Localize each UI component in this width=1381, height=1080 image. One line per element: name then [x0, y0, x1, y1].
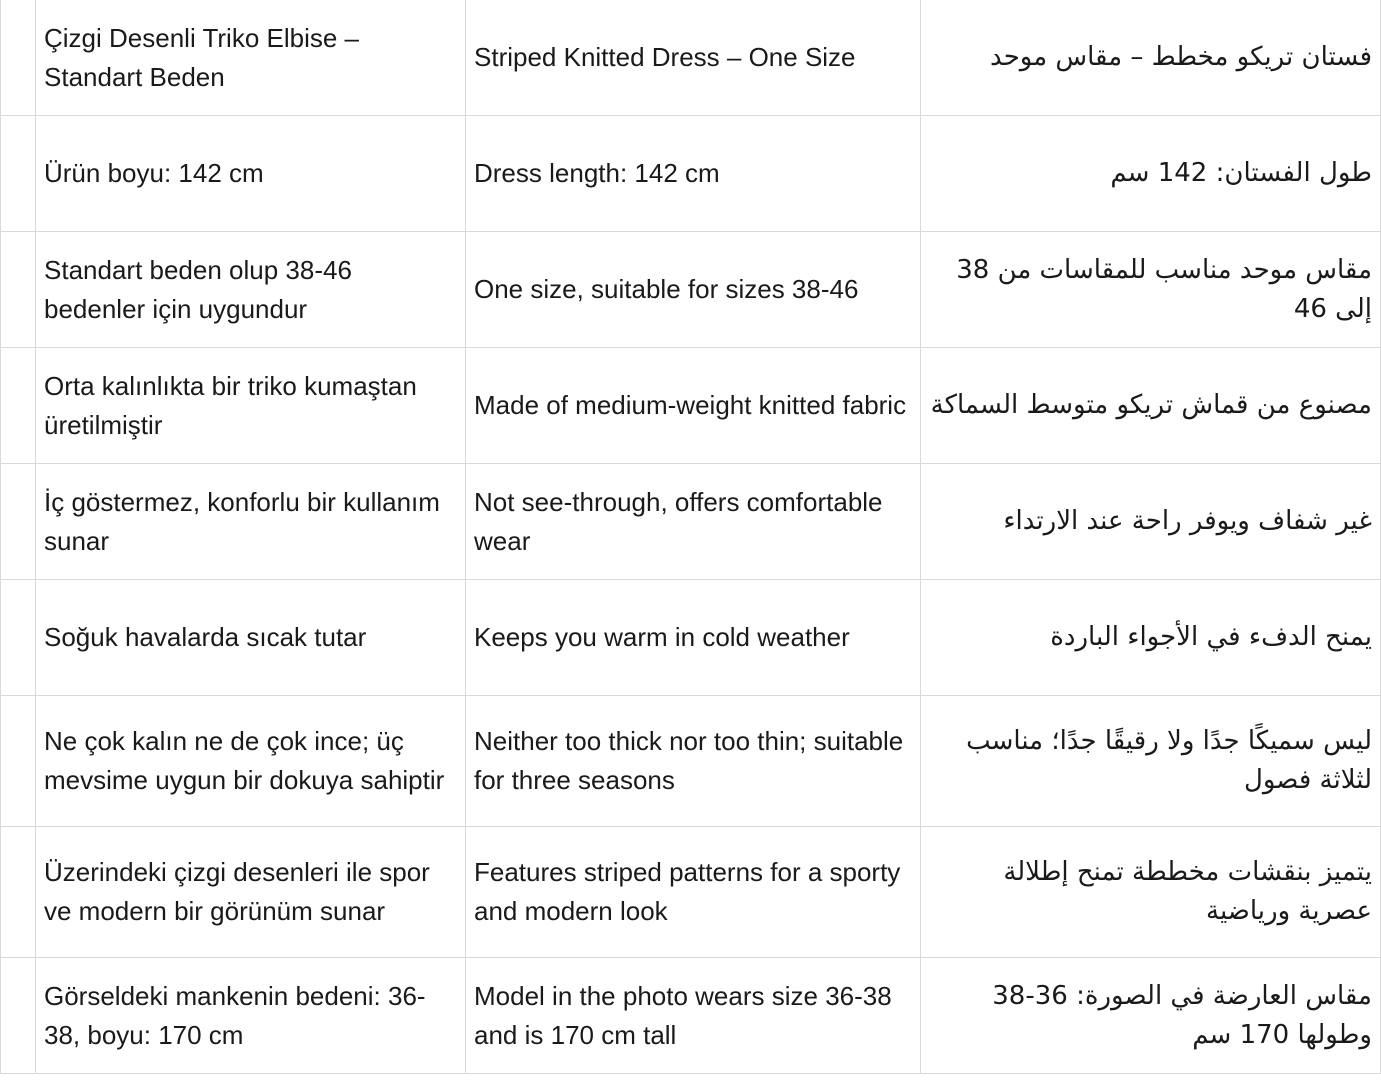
arabic-cell[interactable]	[921, 348, 1381, 464]
arabic-cell[interactable]	[921, 0, 1381, 116]
table-row	[1, 958, 1381, 1074]
table-row	[1, 116, 1381, 232]
table-row	[1, 0, 1381, 116]
row-gutter-cell[interactable]	[1, 116, 36, 232]
english-cell[interactable]: Made of medium-weight knitted fabric	[466, 348, 921, 464]
row-gutter-cell[interactable]	[1, 348, 36, 464]
arabic-text: طول الفستان: 142 سم	[1110, 158, 1372, 188]
table-row	[1, 696, 1381, 827]
arabic-text: مقاس العارضة في الصورة: 36-38 وطولها 170 سم	[992, 980, 1372, 1050]
row-gutter-cell[interactable]	[1, 464, 36, 580]
turkish-cell[interactable]: Üzerindeki çizgi desenleri ile spor ve modern bir görünüm sunar	[36, 827, 466, 958]
arabic-text: يتميز بنقشات مخططة تمنح إطلالة عصرية ورياضية	[1003, 857, 1372, 926]
english-cell[interactable]: Not see-through, offers comfortable wear	[466, 464, 921, 580]
turkish-cell[interactable]: Orta kalınlıkta bir triko kumaştan üretilmiştir	[36, 348, 466, 464]
table-row	[1, 827, 1381, 958]
arabic-cell[interactable]	[921, 232, 1381, 348]
english-cell[interactable]: Features striped patterns for a sporty and modern look	[466, 827, 921, 958]
table-row	[1, 348, 1381, 464]
english-cell[interactable]: Neither too thick nor too thin; suitable for three seasons	[466, 696, 921, 827]
english-cell[interactable]: Dress length: 142 cm	[466, 116, 921, 232]
turkish-cell[interactable]: Görseldeki mankenin bedeni: 36-38, boyu: 170 cm	[36, 958, 466, 1074]
row-gutter-cell[interactable]	[1, 696, 36, 827]
english-cell[interactable]: Keeps you warm in cold weather	[466, 580, 921, 696]
turkish-cell[interactable]: Ürün boyu: 142 cm	[36, 116, 466, 232]
turkish-cell[interactable]: Soğuk havalarda sıcak tutar	[36, 580, 466, 696]
turkish-cell[interactable]: Standart beden olup 38-46 bedenler için uygundur	[36, 232, 466, 348]
row-gutter-cell[interactable]	[1, 580, 36, 696]
row-gutter-cell[interactable]	[1, 958, 36, 1074]
arabic-cell[interactable]	[921, 958, 1381, 1074]
turkish-cell[interactable]: Çizgi Desenli Triko Elbise – Standart Beden	[36, 0, 466, 116]
arabic-text: غير شفاف ويوفر راحة عند الارتداء	[1003, 506, 1372, 536]
arabic-text: يمنح الدفء في الأجواء الباردة	[1050, 622, 1372, 652]
arabic-cell[interactable]	[921, 696, 1381, 827]
turkish-cell[interactable]: Ne çok kalın ne de çok ince; üç mevsime uygun bir dokuya sahiptir	[36, 696, 466, 827]
arabic-cell[interactable]	[921, 827, 1381, 958]
turkish-cell[interactable]: İç göstermez, konforlu bir kullanım sunar	[36, 464, 466, 580]
row-gutter-cell[interactable]	[1, 0, 36, 116]
row-gutter-cell[interactable]	[1, 232, 36, 348]
table-row	[1, 232, 1381, 348]
table-row	[1, 580, 1381, 696]
arabic-cell[interactable]	[921, 580, 1381, 696]
english-cell[interactable]: Striped Knitted Dress – One Size	[466, 0, 921, 116]
english-cell[interactable]: Model in the photo wears size 36-38 and is 170 cm tall	[466, 958, 921, 1074]
row-gutter-cell[interactable]	[1, 827, 36, 958]
arabic-cell[interactable]	[921, 116, 1381, 232]
arabic-text: مقاس موحد مناسب للمقاسات من 38 إلى 46	[956, 254, 1372, 324]
arabic-cell[interactable]	[921, 464, 1381, 580]
english-cell[interactable]: One size, suitable for sizes 38-46	[466, 232, 921, 348]
arabic-text: ليس سميكًا جدًا ولا رقيقًا جدًا؛ مناسب لثلاثة فصول	[966, 726, 1372, 795]
arabic-text: فستان تريكو مخطط – مقاس موحد	[990, 42, 1372, 72]
table-row	[1, 464, 1381, 580]
arabic-text: مصنوع من قماش تريكو متوسط السماكة	[930, 390, 1372, 420]
